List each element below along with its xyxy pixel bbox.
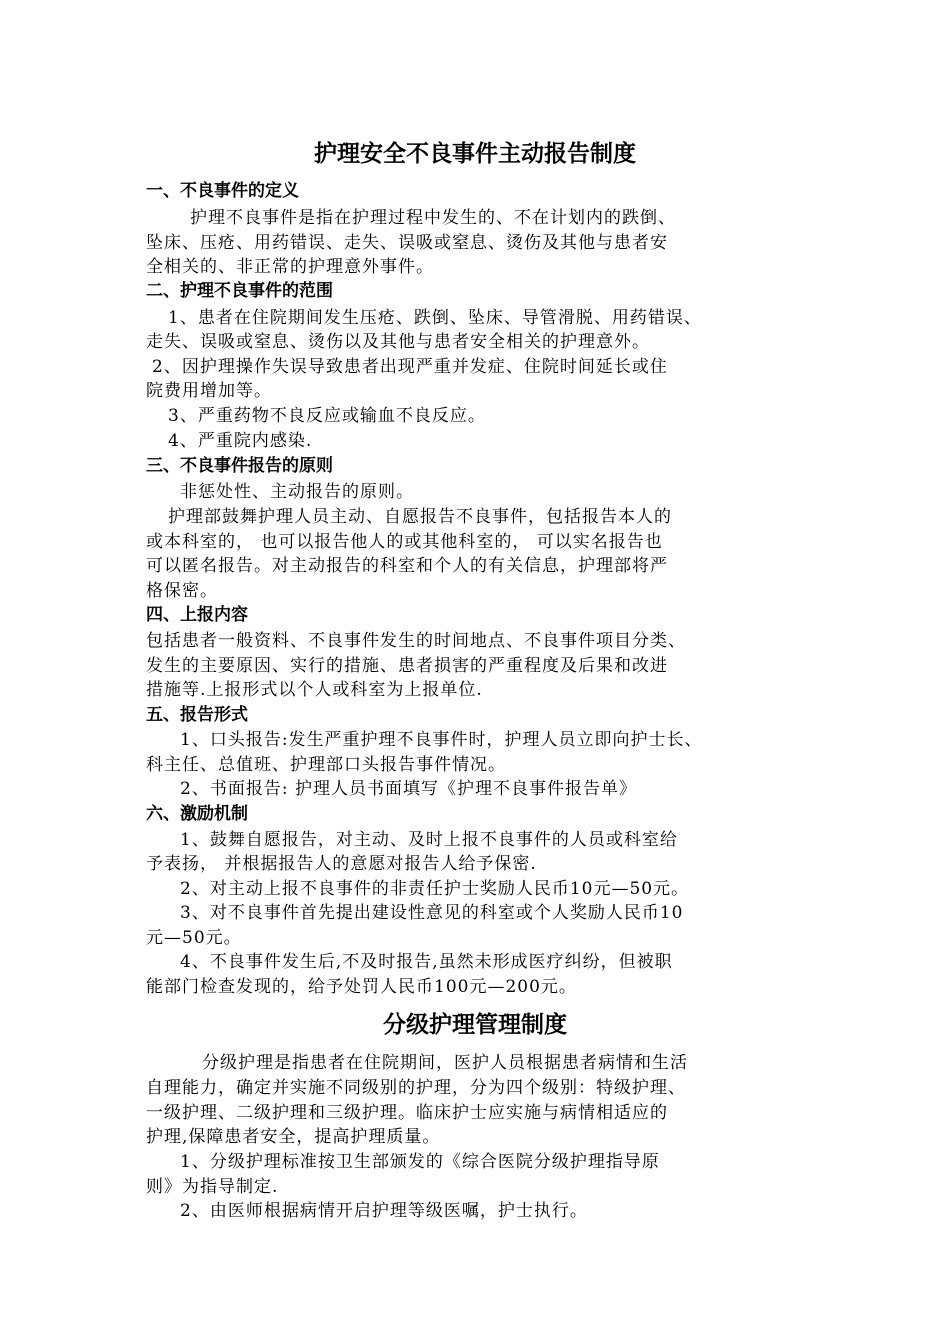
section-heading-definition: 一、不良事件的定义 — [146, 181, 299, 201]
paragraph-line: 非惩处性、主动报告的原则。 — [180, 482, 414, 502]
paragraph-line: 自理能力，确定并实施不同级别的护理，分为四个级别：特级护理、 — [146, 1078, 686, 1098]
paragraph-line: 护理部鼓舞护理人员主动、自愿报告不良事件，包括报告本人的 — [168, 507, 672, 527]
section-heading-report-forms: 五、报告形式 — [146, 705, 248, 725]
second-document-title: 分级护理管理制度 — [383, 1012, 567, 1038]
paragraph-line: 2、因护理操作失误导致患者出现严重并发症、住院时间延长或住 — [152, 357, 668, 377]
paragraph-line: 2、书面报告: 护理人员书面填写《护理不良事件报告单》 — [180, 779, 637, 799]
paragraph-line: 格保密。 — [146, 581, 218, 601]
paragraph-line: 4、严重院内感染. — [168, 431, 313, 451]
section-heading-scope: 二、护理不良事件的范围 — [146, 281, 333, 301]
paragraph-line: 予表扬， 并根据报告人的意愿对报告人给予保密. — [146, 854, 537, 874]
paragraph-line: 3、对不良事件首先提出建设性意见的科室或个人奖励人民币10 — [180, 903, 684, 923]
paragraph-line: 2、由医师根据病情开启护理等级医嘱，护士执行。 — [180, 1201, 588, 1221]
paragraph-line: 包括患者一般资料、不良事件发生的时间地点、不良事件项目分类、 — [146, 631, 686, 651]
paragraph-line: 1、口头报告:发生严重护理不良事件时，护理人员立即向护士长、 — [180, 730, 703, 750]
paragraph-line: 4、不良事件发生后,不及时报告,虽然未形成医疗纠纷，但被职 — [180, 952, 673, 972]
paragraph-line: 2、对主动上报不良事件的非责任护士奖励人民币10元—50元。 — [180, 879, 690, 899]
section-heading-incentives: 六、激励机制 — [146, 804, 248, 824]
paragraph-line: 分级护理是指患者在住院期间，医护人员根据患者病情和生活 — [202, 1053, 688, 1073]
document-title: 护理安全不良事件主动报告制度 — [314, 141, 636, 167]
paragraph-line: 或本科室的， 也可以报告他人的或其他科室的， 可以实名报告也 — [146, 532, 663, 552]
paragraph-line: 措施等.上报形式以个人或科室为上报单位. — [146, 680, 483, 700]
section-heading-content: 四、上报内容 — [146, 605, 248, 625]
paragraph-line: 则》为指导制定. — [146, 1177, 279, 1197]
paragraph-line: 一级护理、二级护理和三级护理。临床护士应实施与病情相适应的 — [146, 1103, 668, 1123]
paragraph-line: 1、患者在住院期间发生压疮、跌倒、坠床、导管滑脱、用药错误、 — [168, 308, 702, 328]
paragraph-line: 走失、误吸或窒息、烫伤以及其他与患者安全相关的护理意外。 — [146, 332, 650, 352]
paragraph-line: 可以匿名报告。对主动报告的科室和个人的有关信息，护理部将严 — [146, 556, 668, 576]
paragraph-line: 护理不良事件是指在护理过程中发生的、不在计划内的跌倒、 — [190, 208, 676, 228]
paragraph-line: 护理,保障患者安全，提高护理质量。 — [146, 1127, 441, 1147]
paragraph-line: 全相关的、非正常的护理意外事件。 — [146, 257, 434, 277]
paragraph-line: 发生的主要原因、实行的措施、患者损害的严重程度及后果和改进 — [146, 656, 668, 676]
paragraph-line: 坠床、压疮、用药错误、走失、误吸或窒息、烫伤及其他与患者安 — [146, 233, 668, 253]
paragraph-line: 3、严重药物不良反应或输血不良反应。 — [168, 406, 486, 426]
paragraph-line: 1、鼓舞自愿报告，对主动、及时上报不良事件的人员或科室给 — [180, 830, 678, 850]
paragraph-line: 院费用增加等。 — [146, 381, 272, 401]
paragraph-line: 元—50元。 — [146, 928, 242, 948]
paragraph-line: 科主任、总值班、护理部口头报告事件情况。 — [146, 755, 506, 775]
section-heading-principles: 三、不良事件报告的原则 — [146, 456, 333, 476]
paragraph-line: 能部门检查发现的，给予处罚人民币100元—200元。 — [146, 977, 577, 997]
paragraph-line: 1、分级护理标准按卫生部颁发的《综合医院分级护理指导原 — [180, 1152, 660, 1172]
